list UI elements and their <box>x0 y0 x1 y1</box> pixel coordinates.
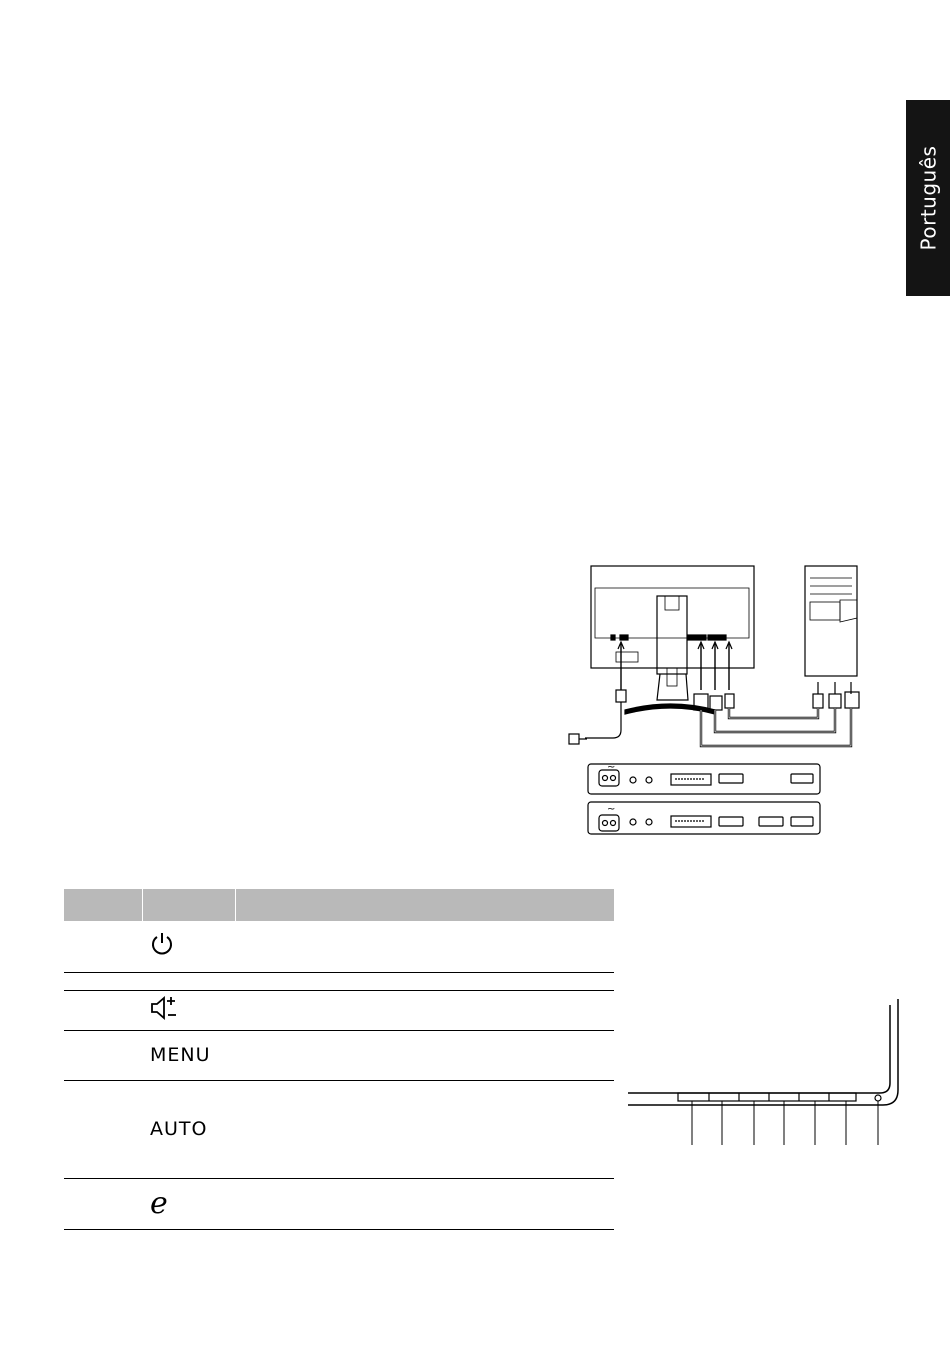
front-panel-diagram <box>620 995 910 1155</box>
empowering-e-icon: e <box>150 1186 168 1221</box>
svg-text:~: ~ <box>607 762 616 773</box>
table-row <box>64 921 614 972</box>
connection-diagram <box>555 560 867 840</box>
table-header-cell <box>142 889 235 921</box>
table-row <box>64 1030 614 1080</box>
monitor-stand <box>657 596 687 674</box>
table-row <box>64 990 614 1030</box>
table-header-cell <box>235 889 614 921</box>
power-icon <box>150 931 174 957</box>
controls-table <box>64 889 614 1230</box>
monitor-bezel-inner <box>628 1005 890 1093</box>
language-tab-label: Português <box>916 145 941 251</box>
table-row <box>64 972 614 990</box>
svg-text:~: ~ <box>607 804 616 815</box>
table-header-cell <box>64 889 142 921</box>
table-row <box>64 1178 614 1229</box>
monitor-bezel-outer <box>628 999 898 1105</box>
menu-icon: MENU <box>150 1044 211 1066</box>
pc-tower <box>805 566 857 676</box>
table-row <box>64 1080 614 1178</box>
table-header-row <box>64 889 614 921</box>
auto-icon: AUTO <box>150 1118 208 1140</box>
volume-plus-minus-icon <box>150 995 180 1021</box>
language-tab <box>906 100 950 296</box>
